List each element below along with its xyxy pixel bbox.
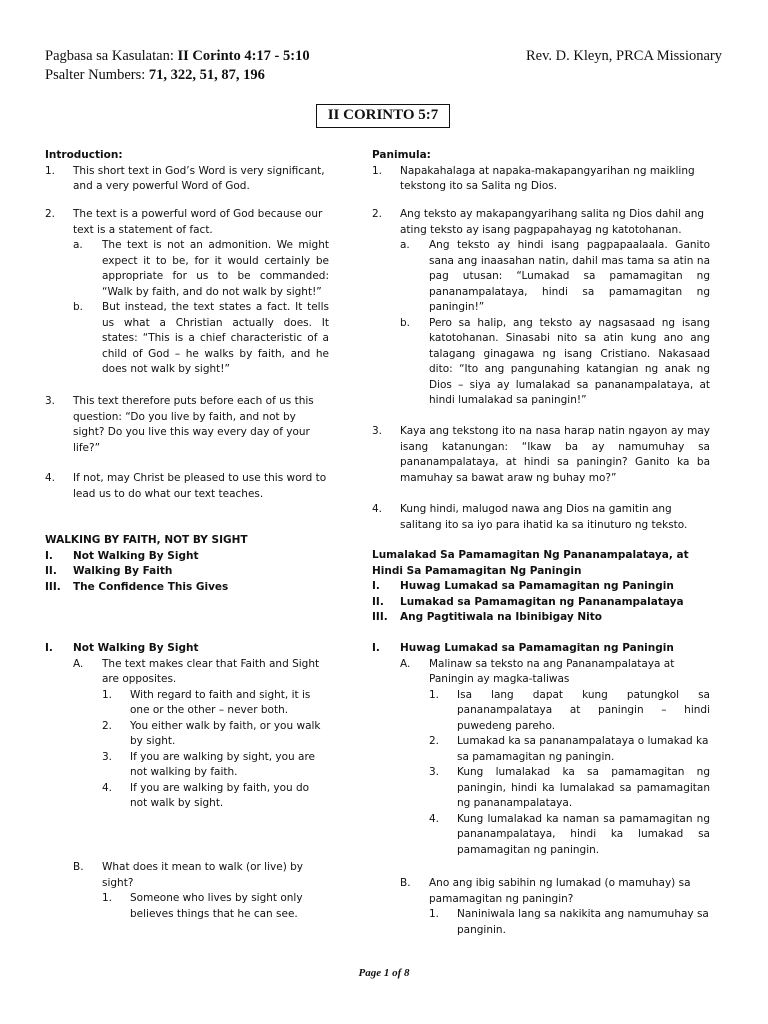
bahagi-1-heading: Huwag Lumakad sa Pamamagitan ng Paningin	[400, 642, 674, 654]
sermon-title: II CORINTO 5:7	[316, 104, 450, 128]
bahagi-a-3: Kung lumalakad ka sa pamamagitan ng paningin, hindi ka lumalakad sa pamamagitan ng pananampalataya.	[457, 766, 710, 809]
intro-item-2: 2. The text is a powerful word of God because our text is a statement of fact. a. The text is not an admonition. We might expect it to be, for it would certainly be appropriate for us to be commanded: “Walk by faith, and do not walk by sight!” b. But instead, the text states a fact. It tells us what a Christian actually does. It states: “This is a chief characteristic of a child of God – he walks by faith, and he does not walk by sight!”	[45, 207, 329, 378]
bahagi-a-4: Kung lumalakad ka naman sa pamamagitan ng pananampalataya, hindi ka lumakad sa pamamagitan ng paningin.	[457, 812, 710, 856]
psalter-label: Psalter Numbers:	[45, 67, 146, 83]
outline-title: WALKING BY FAITH, NOT BY SIGHT	[45, 534, 248, 546]
document-header-left	[45, 47, 310, 85]
bahagi-a-2: Lumakad ka sa pananampalataya o lumakad ka sa pamamagitan ng paningin.	[457, 735, 709, 763]
intro-item-1: 1. This short text in God’s Word is very significant, and a very powerful Word of God.	[45, 164, 325, 192]
panimula-item-1: Napakahalaga at napaka-makapangyarihan ng maikling tekstong ito sa Salita ng Dios.	[400, 164, 695, 192]
point-a-4: If you are walking by faith, you do not walk by sight.	[130, 781, 310, 809]
bahagi-1-point-b: B. Ano ang ibig sabihin ng lumakad (o mamuhay) sa pamamagitan ng paningin? 1. Naniniwala lang sa nakikita ang namumuhay sa panginin.	[372, 876, 710, 938]
intro-item-2a: a. The text is not an admonition. We might expect it to be, for it would certainly be appropriate for us to be commanded: “Walk by faith, and do not walk by sight!”	[73, 239, 329, 298]
page-total: 8	[404, 967, 410, 979]
psalter-numbers: 71, 322, 51, 87, 196	[148, 67, 265, 83]
bahagi-b: Ano ang ibig sabihin ng lumakad (o mamuhay) sa pamamagitan ng paningin?	[429, 877, 691, 905]
scripture-reading-label: Pagbasa sa Kasulatan:	[45, 48, 174, 64]
point-a: The text makes clear that Faith and Sight are opposites.	[102, 657, 320, 685]
intro-item-4: 4. If not, may Christ be pleased to use this word to lead us to do what our text teaches.	[45, 472, 327, 500]
intro-heading: Introduction:	[45, 149, 123, 161]
outline-item-3: The Confidence This Gives	[73, 580, 229, 593]
intro-item-2b: b. But instead, the text states a fact. It tells us what a Christian actually does. It states: “This is a chief characteristic of a child of God – he walks by faith, and he does not walk by sight!”	[73, 301, 329, 375]
panimula-heading: Panimula:	[372, 149, 431, 161]
panimula-item-2b: Pero sa halip, ang teksto ay nagsasaad ng isang katotohanan. Sinasabi nito sa atin kung ano ang talagang ginagawa ng isang Cristiano. Nakasaad dito: “Ito ang pangunahing katangian ng anak ng Dios – siya ay lumalakad sa pananampalataya, at hindi lumalakad sa paningin!”	[429, 316, 710, 406]
author-line: Rev. D. Kleyn, PRCA Missionary	[525, 48, 722, 64]
panimula-item-4: 4. Kung hindi, malugod nawa ang Dios na gamitin ang salitang ito sa iyo para ihatid ka sa itinuturo ng teksto.	[372, 503, 688, 531]
point-a-3: If you are walking by sight, you are not walking by faith.	[130, 750, 316, 778]
page-footer	[0, 967, 768, 979]
panimula-item-2: 2. Ang teksto ay makapangyarihang salita ng Dios dahil ang ating teksto ay isang pagpapahayag ng katotohanan. a. Ang teksto ay hindi isang pagpapaalaala. Ganito sana ang inaasahan natin, dahil mas tama sa atin na pag utusan: “Lumakad sa pamamagitan ng pananampalataya, hindi sa pamamagitan ng paningin!” b. Pero sa halip, ang teksto ay nagsasaad ng isang katotohanan. Sinasabi nito sa atin kung ano ang talagang ginagawa ng isang Cristiano. Nakasaad dito: “Ito ang pangunahing katangian ng anak ng Dios – siya ay lumalakad sa pananampalataya, at hindi lumalakad sa paningin!”	[372, 207, 710, 409]
bahagi-a-1: Isa lang dapat kung patungkol sa pananampalataya at paningin – hindi puwedeng pareho.	[457, 688, 710, 732]
outline-item-2: Walking By Faith	[73, 565, 173, 577]
scripture-reading-line	[45, 47, 310, 66]
intro-section	[45, 148, 329, 195]
balangkas-section: Lumalakad Sa Pamamagitan Ng Pananampalataya, at Hindi Sa Pamamagitan Ng Paningin I. Huwag Lumakad sa Pamamagitan ng Paningin II. Lumakad sa Pamamagitan ng Pananampalataya III. Ang Pagtitiwala na Ibinibigay Nito	[372, 548, 710, 626]
page-prefix: Page	[358, 967, 382, 979]
outline-section: WALKING BY FAITH, NOT BY SIGHT I. Not Walking By Sight II. Walking By Faith III. The Confidence This Gives	[45, 533, 329, 595]
intro-item-3: 3. This text therefore puts before each of us this question: “Do you live by faith, and not by sight? Do you live this way every day of your life?”	[45, 395, 314, 454]
psalter-numbers-line	[45, 66, 310, 85]
outline-item-1: Not Walking By Sight	[73, 549, 199, 562]
bahagi-b-1: Naniniwala lang sa nakikita ang namumuhay sa panginin.	[457, 908, 709, 936]
panimula-item-2a: Ang teksto ay hindi isang pagpapaalaala. Ganito sana ang inaasahan natin, dahil mas tama sa atin na pag utusan: “Lumakad sa pamamagitan ng pananampalataya, hindi sa pamamagitan ng paningin!”	[429, 239, 710, 313]
page-number: 1	[383, 967, 390, 979]
section-1-heading: Not Walking By Sight	[73, 642, 199, 654]
point-a-2: You either walk by faith, or you walk by sight.	[130, 719, 321, 747]
bahagi-1: I. Huwag Lumakad sa Pamamagitan ng Paningin A. Malinaw sa teksto na ang Pananampalataya at Paningin ay magka-taliwas 1. Isa lang dapat kung patungkol sa pananampalataya at paningin – hindi puwedeng pareho. 2. Lumakad ka sa pananampalataya o lumakad ka sa pamamagitan ng paningin. 3. Kung lumalakad ka sa pamamagitan ng paningin, hindi ka lumalakad sa pamamagitan ng pananampalataya. 4. Kung lumalakad ka naman sa pamamagitan ng pananampalataya, hindi ka lumakad sa pamamagitan ng paningin.	[372, 641, 710, 858]
panimula-item-3: 3. Kaya ang tekstong ito na nasa harap natin ngayon ay may isang katanungan: “Ikaw ba ay namumuhay sa pananampalataya, at hindi sa paningin? Ganito ka ba mamuhay sa bawat araw ng buhay mo?”	[372, 425, 710, 484]
balangkas-item-3: Ang Pagtitiwala na Ibinibigay Nito	[400, 611, 602, 623]
section-1-point-b: B. What does it mean to walk (or live) by sight? 1. Someone who lives by sight only believes things that he can see.	[45, 860, 329, 922]
point-b-1: Someone who lives by sight only believes things that he can see.	[130, 892, 303, 920]
panimula-section: Panimula: 1. Napakahalaga at napaka-makapangyarihan ng maikling tekstong ito sa Salita ng Dios.	[372, 148, 710, 195]
balangkas-item-2: Lumakad sa Pamamagitan ng Pananampalataya	[400, 595, 684, 608]
point-a-1: With regard to faith and sight, it is one or the other – never both.	[130, 688, 311, 716]
bahagi-a: Malinaw sa teksto na ang Pananampalataya at Paningin ay magka-taliwas	[429, 657, 675, 685]
section-1: I. Not Walking By Sight A. The text makes clear that Faith and Sight are opposites. 1. With regard to faith and sight, it is one or the other – never both. 2. You either walk by faith, or you walk by sight. 3. If you are walking by sight, you are not walking by faith. 4. If you are walking by faith, you do not walk by sight.	[45, 641, 329, 812]
point-b: What does it mean to walk (or live) by sight?	[102, 861, 304, 889]
balangkas-item-1: Huwag Lumakad sa Pamamagitan ng Paningin	[400, 580, 674, 592]
page-of: of	[392, 967, 402, 979]
balangkas-title: Lumalakad Sa Pamamagitan Ng Pananampalataya, at Hindi Sa Pamamagitan Ng Paningin	[372, 549, 689, 577]
scripture-reading-reference: II Corinto 4:17 - 5:10	[177, 48, 310, 64]
